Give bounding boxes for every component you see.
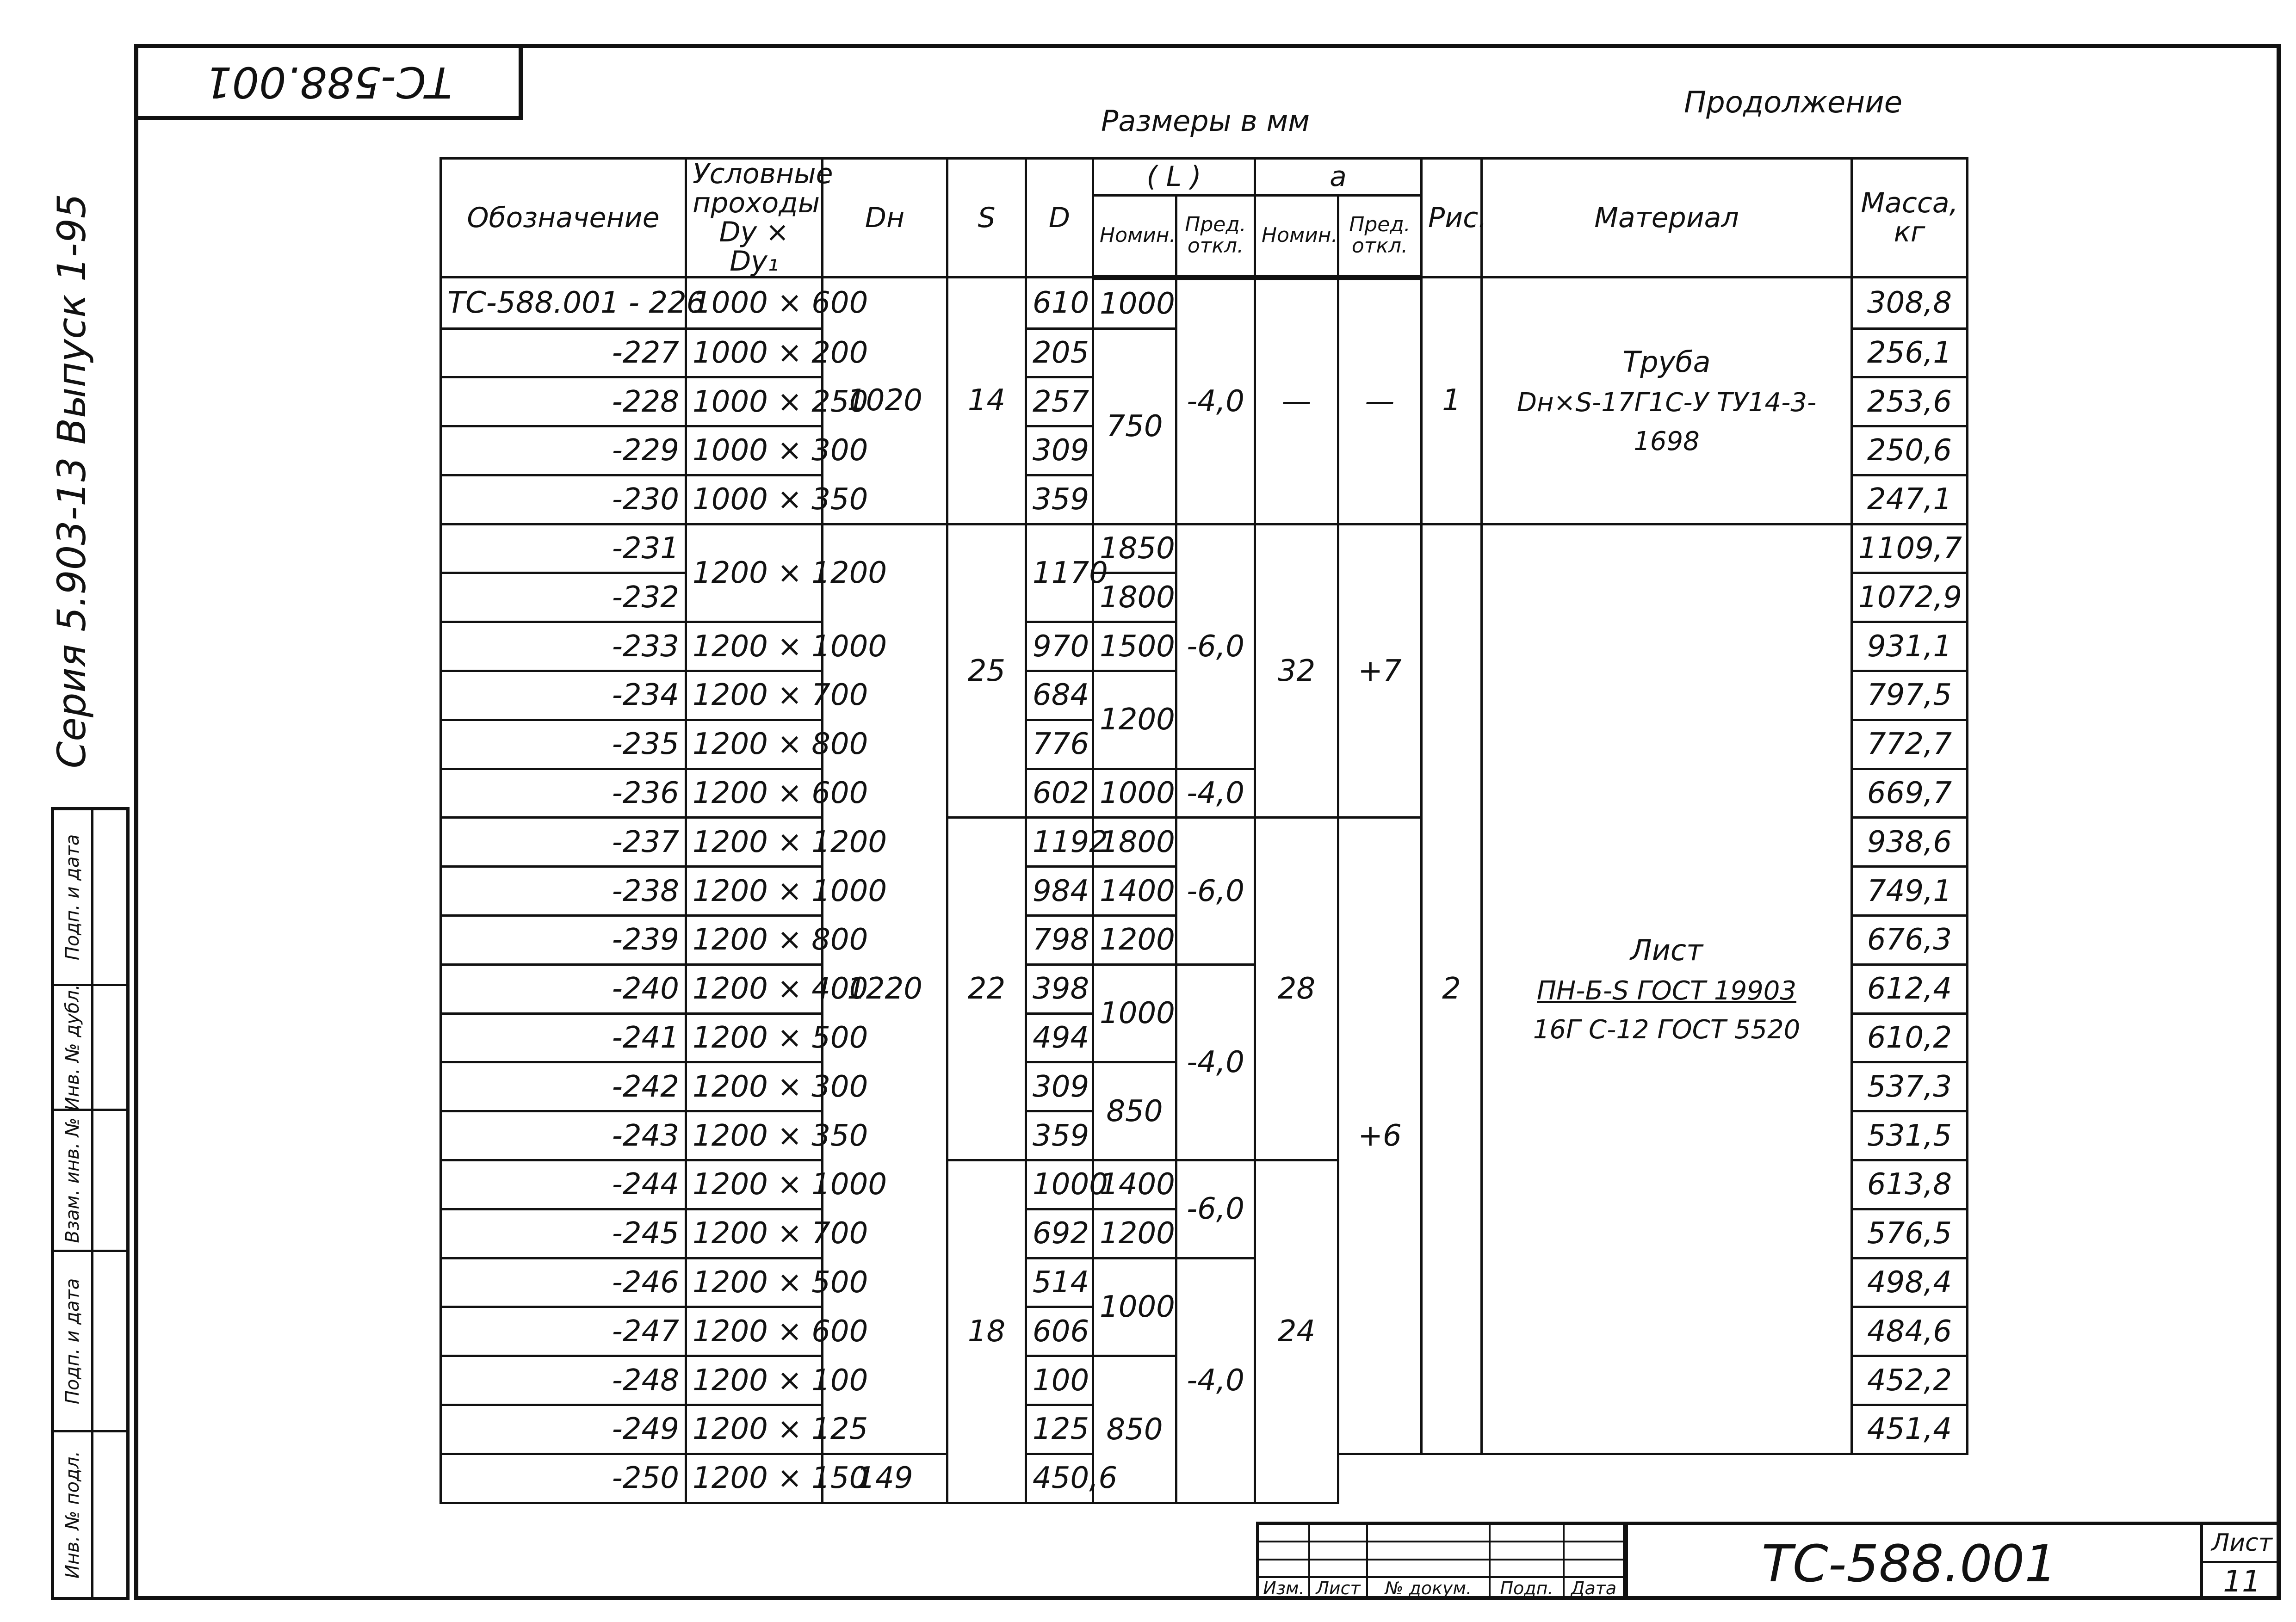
d-cell: 1000 xyxy=(1026,1160,1093,1209)
mass-cell: 247,1 xyxy=(1852,475,1968,524)
passes-cell: 1200 × 800 xyxy=(686,916,823,965)
table-row xyxy=(441,278,1968,329)
d-cell: 359 xyxy=(1026,1111,1093,1160)
l-nom-cell: 1800 xyxy=(1093,818,1176,867)
fig-cell: 2 xyxy=(1422,524,1482,1454)
l-nom-cell: 1000 xyxy=(1093,1258,1176,1356)
a-nom-cell: 32 xyxy=(1255,524,1338,818)
a-dev-cell: +6 xyxy=(1338,818,1422,1454)
d-cell: 692 xyxy=(1026,1209,1093,1258)
designation-cell: -239 xyxy=(441,916,686,965)
header-d: D xyxy=(1026,159,1093,278)
passes-cell: 1200 × 800 xyxy=(686,720,823,769)
designation-cell: -243 xyxy=(441,1111,686,1160)
side-cell xyxy=(54,810,91,986)
side-cell-blank xyxy=(93,1111,126,1252)
dn-cell: 1020 xyxy=(823,278,947,524)
d-cell: 257 xyxy=(1026,377,1093,426)
passes-cell: 1200 × 1200 xyxy=(686,524,823,622)
rev-cell xyxy=(1259,1525,1310,1542)
side-label: Инв. № подл. xyxy=(62,1451,83,1579)
rev-cell xyxy=(1368,1560,1491,1578)
designation-cell: -240 xyxy=(441,964,686,1013)
specification-table xyxy=(439,157,1968,1504)
passes-cell: 1200 × 700 xyxy=(686,671,823,720)
continuation-label: Продолжение xyxy=(1684,86,1903,120)
d-cell: 309 xyxy=(1026,1062,1093,1111)
l-nom-cell: 1500 xyxy=(1093,622,1176,671)
d-cell: 1170 xyxy=(1026,524,1093,622)
size-note: Размеры в мм xyxy=(1101,104,1310,138)
passes-cell: 1000 × 250 xyxy=(686,377,823,426)
passes-cell: 1000 × 600 xyxy=(686,278,823,329)
rev-cell xyxy=(1491,1525,1565,1542)
l-nom-cell: 1800 xyxy=(1093,573,1176,622)
designation-cell: -241 xyxy=(441,1013,686,1062)
header-s: S xyxy=(947,159,1026,278)
header-dn: Dн xyxy=(823,159,947,278)
header-a: a xyxy=(1255,159,1422,196)
s-cell: 18 xyxy=(947,1160,1026,1503)
mass-cell: 797,5 xyxy=(1852,671,1968,720)
rev-header-sign: Подп. xyxy=(1491,1578,1565,1600)
designation-cell: -242 xyxy=(441,1062,686,1111)
mass-cell: 938,6 xyxy=(1852,818,1968,867)
mass-cell: 1072,9 xyxy=(1852,573,1968,622)
rev-cell xyxy=(1310,1560,1368,1578)
d-cell: 984 xyxy=(1026,867,1093,916)
sheet-label: Лист xyxy=(2203,1525,2281,1563)
mass-cell: 749,1 xyxy=(1852,867,1968,916)
mass-cell: 250,6 xyxy=(1852,426,1968,475)
mass-cell: 498,4 xyxy=(1852,1258,1968,1307)
passes-cell: 1200 × 1000 xyxy=(686,867,823,916)
d-cell: 610 xyxy=(1026,278,1093,329)
side-strip-blank xyxy=(93,810,126,1597)
rev-cell xyxy=(1491,1542,1565,1560)
passes-cell: 1000 × 200 xyxy=(686,328,823,377)
rev-cell xyxy=(1368,1542,1491,1560)
sheet-box xyxy=(2200,1525,2281,1600)
passes-cell: 1000 × 350 xyxy=(686,475,823,524)
l-nom-cell: 750 xyxy=(1093,328,1176,524)
l-dev-cell: -6,0 xyxy=(1176,1160,1255,1258)
material-cell-sheet xyxy=(1482,524,1852,1454)
designation-cell: -245 xyxy=(441,1209,686,1258)
l-nom-cell: 1000 xyxy=(1093,278,1176,329)
l-dev-cell: -6,0 xyxy=(1176,524,1255,769)
passes-cell: 1200 × 600 xyxy=(686,769,823,818)
passes-cell: 1200 × 150 xyxy=(686,1454,823,1503)
header-l-nom: Номин. xyxy=(1093,196,1176,278)
rev-header-docnum: № докум. xyxy=(1368,1578,1491,1600)
d-cell: 359 xyxy=(1026,475,1093,524)
header-a-nom: Номин. xyxy=(1255,196,1338,278)
designation-cell: -244 xyxy=(441,1160,686,1209)
side-label: Инв. № дубл. xyxy=(62,984,83,1111)
table-row xyxy=(441,524,1968,573)
designation-cell: -234 xyxy=(441,671,686,720)
side-stamp-strip xyxy=(51,807,130,1600)
side-label: Подп. и дата xyxy=(62,834,83,960)
designation-cell: -236 xyxy=(441,769,686,818)
l-dev-cell: -4,0 xyxy=(1176,278,1255,524)
mass-cell: 772,7 xyxy=(1852,720,1968,769)
rev-cell xyxy=(1310,1542,1368,1560)
a-dev-cell: +7 xyxy=(1338,524,1422,818)
header-l: ( L ) xyxy=(1093,159,1255,196)
designation-cell: -248 xyxy=(441,1356,686,1405)
mass-cell: 613,8 xyxy=(1852,1160,1968,1209)
mass-cell: 576,5 xyxy=(1852,1209,1968,1258)
sheet-number: 11 xyxy=(2223,1565,2261,1599)
passes-cell: 1200 × 125 xyxy=(686,1405,823,1454)
top-stamp xyxy=(134,44,523,120)
rev-cell xyxy=(1565,1560,1625,1578)
d-cell: 205 xyxy=(1026,328,1093,377)
side-label: Взам. инв. № xyxy=(62,1117,83,1243)
mass-cell: 1109,7 xyxy=(1852,524,1968,573)
l-nom-cell: 1200 xyxy=(1093,916,1176,965)
material-spec: ПН-Б-S ГОСТ 19903 xyxy=(1537,975,1796,1006)
side-cell-blank xyxy=(93,986,126,1111)
side-cell xyxy=(54,1111,91,1252)
top-stamp-text: ТС-588.001 xyxy=(204,57,452,107)
l-nom-cell: 1400 xyxy=(1093,867,1176,916)
s-cell: 22 xyxy=(947,818,1026,1160)
mass-cell: 308,8 xyxy=(1852,278,1968,329)
rev-cell xyxy=(1259,1542,1310,1560)
mass-cell: 931,1 xyxy=(1852,622,1968,671)
rev-cell xyxy=(1565,1542,1625,1560)
passes-cell: 1200 × 500 xyxy=(686,1013,823,1062)
l-dev-cell: -6,0 xyxy=(1176,818,1255,964)
dn-cell: 1220 xyxy=(823,524,947,1454)
d-cell: 494 xyxy=(1026,1013,1093,1062)
mass-cell: 450,6 xyxy=(1026,1454,1093,1503)
d-cell: 684 xyxy=(1026,671,1093,720)
l-nom-cell: 1200 xyxy=(1093,671,1176,769)
designation-cell: -249 xyxy=(441,1405,686,1454)
header-material: Материал xyxy=(1482,159,1852,278)
passes-cell: 1200 × 1000 xyxy=(686,1160,823,1209)
d-cell: 1192 xyxy=(1026,818,1093,867)
side-cell xyxy=(54,1432,91,1597)
side-strip-labels xyxy=(54,810,93,1597)
l-dev-cell: -4,0 xyxy=(1176,1258,1255,1503)
mass-cell: 676,3 xyxy=(1852,916,1968,965)
mass-cell: 253,6 xyxy=(1852,377,1968,426)
designation-cell: ТС-588.001 - 226 xyxy=(441,278,686,329)
side-cell xyxy=(54,1252,91,1432)
mass-cell: 484,6 xyxy=(1852,1307,1968,1356)
passes-cell: 1200 × 500 xyxy=(686,1258,823,1307)
d-cell: 798 xyxy=(1026,916,1093,965)
header-fig: Рис. xyxy=(1422,159,1482,278)
side-label: Подп. и дата xyxy=(62,1278,83,1404)
l-nom-cell: 850 xyxy=(1093,1356,1176,1503)
header-passes: Условные проходы Dу × Dу₁ xyxy=(686,159,823,278)
designation-cell: -231 xyxy=(441,524,686,573)
d-cell: 309 xyxy=(1026,426,1093,475)
rev-cell xyxy=(1310,1525,1368,1542)
l-nom-cell: 1000 xyxy=(1093,964,1176,1062)
rev-cell xyxy=(1368,1525,1491,1542)
designation-cell: -233 xyxy=(441,622,686,671)
material-spec: Dн×S-17Г1С-У ТУ14-3-1698 xyxy=(1516,387,1817,456)
passes-cell: 1200 × 400 xyxy=(686,964,823,1013)
a-nom-cell: — xyxy=(1255,278,1338,524)
designation-cell: -227 xyxy=(441,328,686,377)
side-cell-blank xyxy=(93,810,126,986)
l-dev-cell: -4,0 xyxy=(1176,769,1255,818)
side-cell-blank xyxy=(93,1432,126,1597)
rev-cell xyxy=(1259,1560,1310,1578)
header-l-dev: Пред. откл. xyxy=(1176,196,1255,278)
l-nom-cell: 1200 xyxy=(1093,1209,1176,1258)
l-nom-cell: 1000 xyxy=(1093,769,1176,818)
passes-cell: 1000 × 300 xyxy=(686,426,823,475)
mass-cell: 531,5 xyxy=(1852,1111,1968,1160)
side-cell xyxy=(54,986,91,1111)
title-block xyxy=(1256,1522,2281,1600)
d-cell: 602 xyxy=(1026,769,1093,818)
rev-header-sheet: Лист xyxy=(1310,1578,1368,1600)
mass-cell: 256,1 xyxy=(1852,328,1968,377)
passes-cell: 1200 × 1000 xyxy=(686,622,823,671)
document-number: ТС-588.001 xyxy=(1761,1534,2057,1593)
material-cell-pipe xyxy=(1482,278,1852,524)
mass-cell: 610,2 xyxy=(1852,1013,1968,1062)
d-cell: 776 xyxy=(1026,720,1093,769)
passes-cell: 1200 × 600 xyxy=(686,1307,823,1356)
series-label: Серия 5.903-13 Выпуск 1-95 xyxy=(49,193,94,769)
designation-cell: -246 xyxy=(441,1258,686,1307)
d-cell: 970 xyxy=(1026,622,1093,671)
header-row xyxy=(441,159,1968,196)
passes-cell: 1200 × 350 xyxy=(686,1111,823,1160)
mass-cell: 451,4 xyxy=(1852,1405,1968,1454)
d-cell: 149 xyxy=(823,1454,947,1503)
l-nom-cell: 850 xyxy=(1093,1062,1176,1160)
designation-cell: -237 xyxy=(441,818,686,867)
header-a-dev: Пред. откл. xyxy=(1338,196,1422,278)
passes-cell: 1200 × 700 xyxy=(686,1209,823,1258)
designation-cell: -232 xyxy=(441,573,686,622)
header-designation: Обозначение xyxy=(441,159,686,278)
designation-cell: -230 xyxy=(441,475,686,524)
header-mass: Масса, кг xyxy=(1852,159,1968,278)
rev-cell xyxy=(1491,1560,1565,1578)
a-dev-cell: — xyxy=(1338,278,1422,524)
material-grade: 16Г С-12 ГОСТ 5520 xyxy=(1533,1014,1801,1045)
designation-cell: -238 xyxy=(441,867,686,916)
l-dev-cell: -4,0 xyxy=(1176,964,1255,1160)
d-cell: 125 xyxy=(1026,1405,1093,1454)
rev-header-change: Изм. xyxy=(1259,1578,1310,1600)
mass-cell: 669,7 xyxy=(1852,769,1968,818)
d-cell: 100 xyxy=(1026,1356,1093,1405)
d-cell: 606 xyxy=(1026,1307,1093,1356)
a-nom-cell: 24 xyxy=(1255,1160,1338,1503)
rev-header-date: Дата xyxy=(1565,1578,1625,1600)
rev-cell xyxy=(1565,1525,1625,1542)
mass-cell: 537,3 xyxy=(1852,1062,1968,1111)
designation-cell: -250 xyxy=(441,1454,686,1503)
d-cell: 514 xyxy=(1026,1258,1093,1307)
passes-cell: 1200 × 1200 xyxy=(686,818,823,867)
l-nom-cell: 1400 xyxy=(1093,1160,1176,1209)
a-nom-cell: 28 xyxy=(1255,818,1338,1160)
designation-cell: -228 xyxy=(441,377,686,426)
s-cell: 14 xyxy=(947,278,1026,524)
designation-cell: -235 xyxy=(441,720,686,769)
fig-cell: 1 xyxy=(1422,278,1482,524)
passes-cell: 1200 × 300 xyxy=(686,1062,823,1111)
mass-cell: 452,2 xyxy=(1852,1356,1968,1405)
passes-cell: 1200 × 100 xyxy=(686,1356,823,1405)
s-cell: 25 xyxy=(947,524,1026,818)
d-cell: 398 xyxy=(1026,964,1093,1013)
l-nom-cell: 1850 xyxy=(1093,524,1176,573)
designation-cell: -229 xyxy=(441,426,686,475)
designation-cell: -247 xyxy=(441,1307,686,1356)
material-name: Лист xyxy=(1630,933,1703,967)
side-cell-blank xyxy=(93,1252,126,1432)
mass-cell: 612,4 xyxy=(1852,964,1968,1013)
material-name: Труба xyxy=(1622,345,1711,379)
revision-grid xyxy=(1259,1525,1628,1600)
